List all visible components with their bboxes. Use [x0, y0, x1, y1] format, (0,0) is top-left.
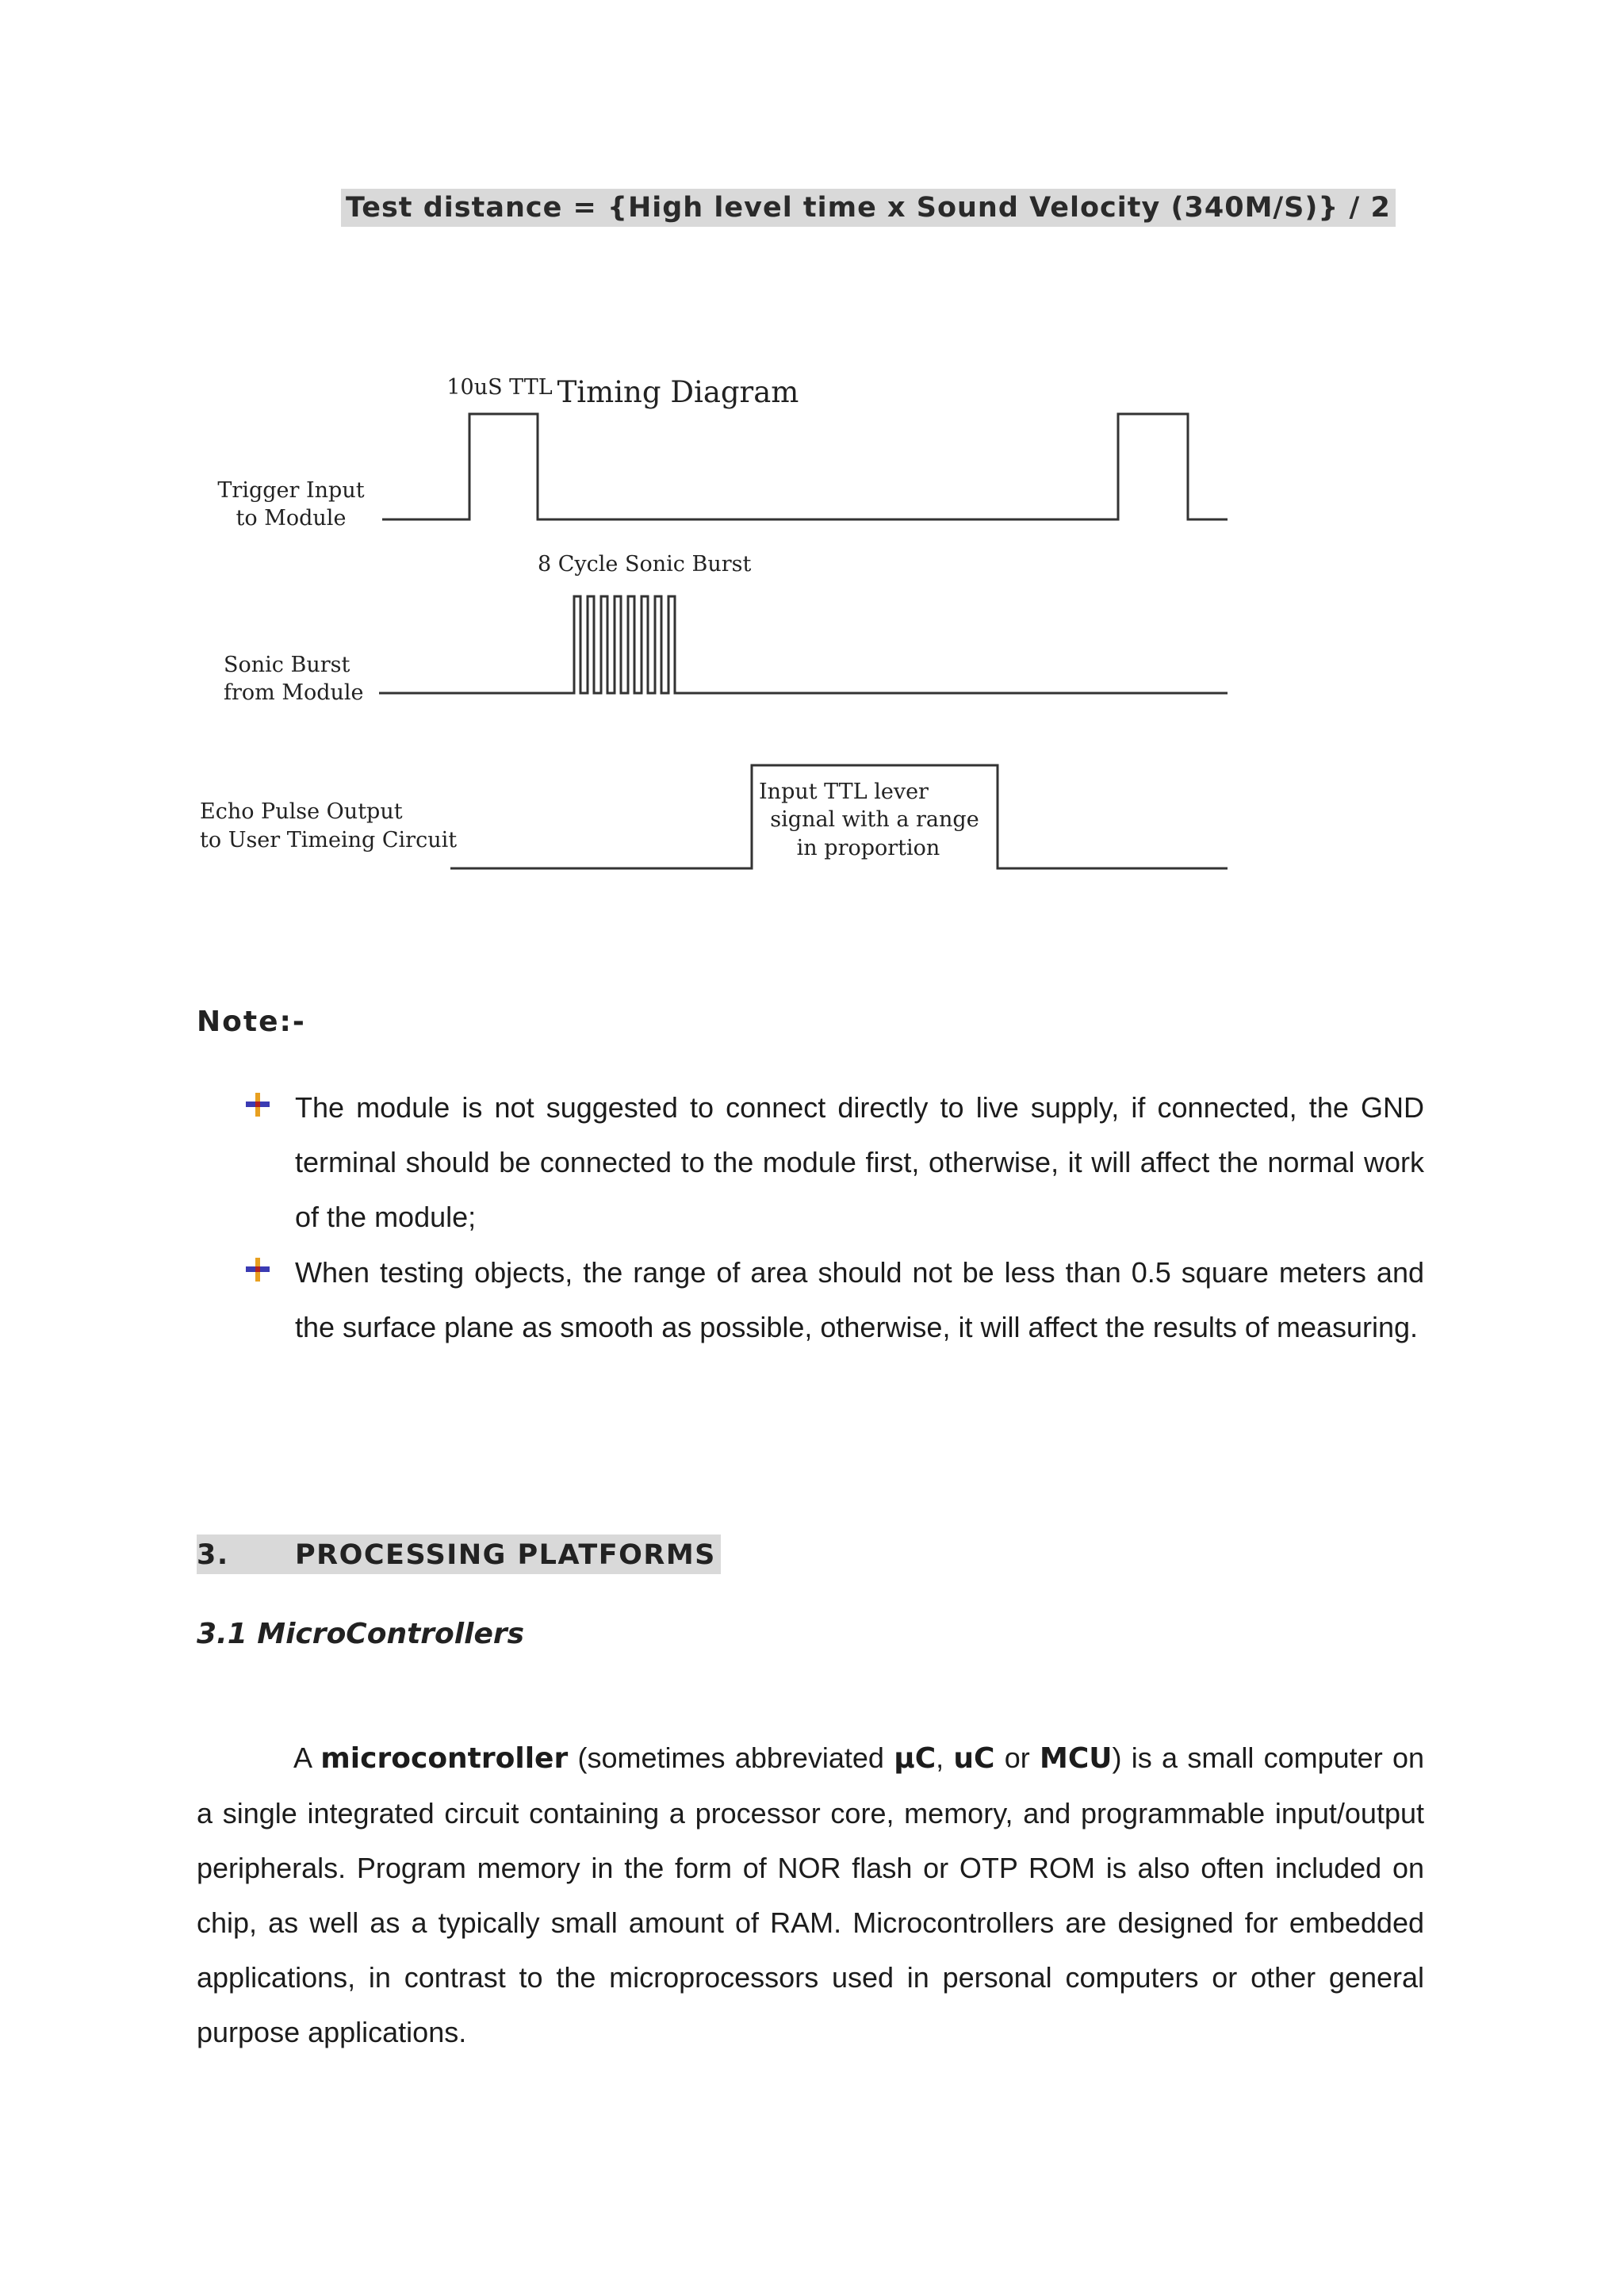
- term-mu-c: µC: [894, 1742, 936, 1775]
- subsection-heading: 3.1 MicroControllers: [197, 1618, 525, 1650]
- timing-diagram: [182, 365, 1261, 920]
- trigger-label-line-1: Trigger Input: [217, 478, 365, 503]
- trigger-signal-label: [217, 478, 364, 531]
- cross-bullet-icon: [244, 1256, 271, 1283]
- trigger-waveform: [382, 414, 1228, 519]
- burst-signal-label: [224, 653, 364, 705]
- section-title: PROCESSING PLATFORMS: [295, 1539, 716, 1571]
- echo-note-line-2: signal with a range: [770, 807, 979, 832]
- distance-formula: Test distance = {High level time x Sound Velocity (340M/S)} / 2: [341, 189, 1396, 227]
- section-number: 3.: [197, 1539, 229, 1571]
- burst-waveform: [379, 596, 1228, 693]
- burst-label-line-2: from Module: [224, 680, 364, 705]
- echo-note: [759, 780, 979, 860]
- note-item-text: The module is not suggested to connect directly to live supply, if connected, the GND terminal should be connected to the module first, otherwise, it will affect the normal work of the module;: [295, 1091, 1424, 1233]
- paragraph-text: A: [293, 1741, 321, 1774]
- trigger-label-line-2: to Module: [236, 506, 347, 531]
- note-item: [244, 1080, 1424, 1244]
- echo-note-line-1: Input TTL lever: [759, 780, 929, 804]
- note-item-text: When testing objects, the range of area should not be less than 0.5 square meters and the surface plane as smooth as possible, otherwise, it will affect the results of measuring.: [295, 1256, 1424, 1343]
- echo-signal-label: [200, 799, 457, 852]
- term-microcontroller: microcontroller: [320, 1742, 569, 1775]
- echo-label-line-2: to User Timeing Circuit: [200, 828, 458, 852]
- note-title: Note:-: [197, 1006, 306, 1038]
- burst-label: 8 Cycle Sonic Burst: [538, 552, 752, 577]
- note-item: [244, 1245, 1424, 1354]
- paragraph-text: or: [994, 1741, 1040, 1774]
- pulse-label: 10uS TTL: [446, 375, 553, 400]
- echo-note-line-3: in proportion: [796, 836, 940, 860]
- cross-bullet-icon: [244, 1091, 271, 1118]
- microcontroller-paragraph: [197, 1730, 1424, 2059]
- term-uc: uC: [953, 1742, 995, 1775]
- section-heading: [197, 1534, 721, 1574]
- paragraph-text: ,: [936, 1741, 954, 1774]
- diagram-title: Timing Diagram: [557, 375, 799, 409]
- paragraph-text: ) is a small computer on a single integrated circuit containing a processor core, memory, and programmable input/output peripherals. Program memory in the form of NOR flash or OTP ROM is also often included on chip, as well as a typically small amount of RAM. Microcontrollers are designed for embedded applications, in contrast to the microprocessors used in personal computers or other general purpose applications.: [197, 1741, 1424, 2048]
- burst-label-line-1: Sonic Burst: [224, 653, 350, 677]
- echo-label-line-1: Echo Pulse Output: [200, 799, 403, 824]
- term-mcu: MCU: [1040, 1742, 1113, 1775]
- paragraph-text: (sometimes abbreviated: [568, 1741, 894, 1774]
